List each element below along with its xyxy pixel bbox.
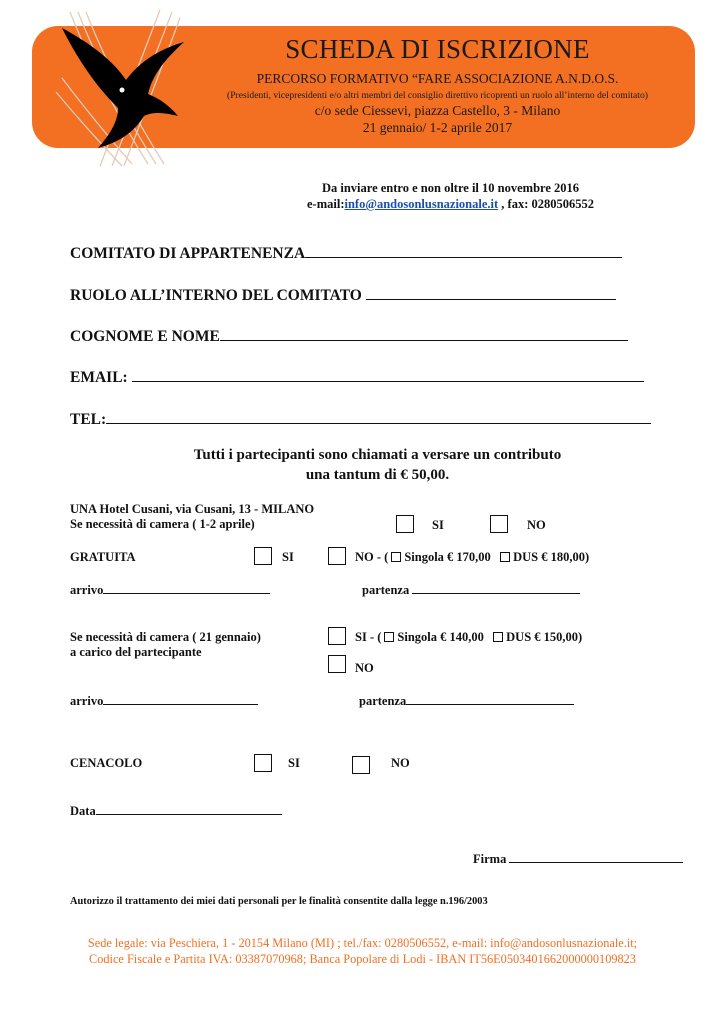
singola-170-checkbox[interactable]	[391, 552, 401, 562]
footer-tax-bank: Codice Fiscale e Partita IVA: 03387070968; Banca Popolare di Lodi - IBAN IT56E0503401662000000109823	[89, 952, 636, 966]
course-subtitle: PERCORSO FORMATIVO “FARE ASSOCIAZIONE A.N.D.O.S.	[256, 71, 619, 86]
gratuita-no-checkbox[interactable]	[328, 547, 346, 565]
partenza-1-input-line[interactable]	[412, 582, 580, 594]
nome-field	[70, 327, 628, 346]
email-label: EMAIL:	[70, 369, 128, 386]
hotel-name: UNA Hotel Cusani, via Cusani, 13 - MILANO	[70, 502, 315, 516]
gratuita-label: GRATUITA	[70, 550, 136, 564]
aprile-si-label: SI	[432, 518, 444, 532]
firma-field	[473, 851, 683, 867]
comitato-label: COMITATO DI APPARTENENZA	[70, 245, 306, 262]
nome-input-line[interactable]	[220, 327, 628, 341]
arrivo-2-input-line[interactable]	[103, 693, 258, 705]
privacy-consent: Autorizzo il trattamento dei miei dati personali per le finalità consentite dalla legge n.196/2003	[70, 896, 488, 907]
singola-140-checkbox[interactable]	[384, 632, 394, 642]
aprile-no-label: NO	[527, 518, 546, 532]
arrivo-2-label: arrivo	[70, 694, 104, 708]
contribution-line2: una tantum di € 50,00.	[305, 467, 450, 483]
firma-label: Firma	[473, 852, 507, 866]
course-dates: 21 gennaio/ 1-2 aprile 2017	[362, 120, 513, 135]
participants-note: (Presidenti, vicepresidenti e/o altri membri del consiglio direttivo ricoprenti un ruolo all’interno del comitato)	[227, 90, 648, 101]
email-link[interactable]: info@andosonlusnazionale.it	[344, 197, 499, 211]
arrivo-1-field	[70, 582, 270, 598]
gratuita-no-prefix: NO - (	[355, 550, 389, 564]
contribution-line1: Tutti i partecipanti sono chiamati a versare un contributo	[193, 447, 562, 463]
partenza-2-input-line[interactable]	[406, 693, 574, 705]
email-prefix: e-mail:	[307, 197, 345, 211]
email-input-line[interactable]	[132, 368, 644, 382]
contact-line	[0, 197, 725, 212]
ruolo-field	[70, 286, 616, 305]
cenacolo-no-checkbox[interactable]	[352, 756, 370, 774]
gennaio-options	[355, 630, 582, 645]
dus-180-label: DUS € 180,00)	[513, 550, 590, 564]
singola-140-label: Singola € 140,00	[397, 630, 484, 644]
partenza-2-field	[359, 693, 574, 709]
dus-150-label: DUS € 150,00)	[506, 630, 583, 644]
tel-input-line[interactable]	[106, 410, 651, 424]
gennaio-si-checkbox[interactable]	[328, 627, 346, 645]
arrivo-2-field	[70, 693, 258, 709]
singola-170-label: Singola € 170,00	[404, 550, 491, 564]
swallow-logo-icon	[52, 8, 192, 168]
gratuita-options	[355, 550, 589, 565]
partenza-1-field	[362, 582, 580, 598]
gennaio-no-label: NO	[355, 661, 374, 675]
tel-label: TEL:	[70, 411, 107, 428]
cenacolo-label: CENACOLO	[70, 756, 143, 770]
ruolo-input-line[interactable]	[366, 286, 616, 300]
gratuita-si-checkbox[interactable]	[254, 547, 272, 565]
nome-label: COGNOME E NOME	[70, 328, 220, 345]
course-location: c/o sede Ciessevi, piazza Castello, 3 - Milano	[314, 103, 561, 118]
partenza-1-label: partenza	[362, 583, 410, 597]
gratuita-si-label: SI	[282, 550, 294, 564]
cenacolo-si-label: SI	[288, 756, 300, 770]
partenza-2-label: partenza	[359, 694, 407, 708]
camera-aprile-label: Se necessità di camera ( 1-2 aprile)	[70, 517, 255, 531]
data-input-line[interactable]	[96, 803, 282, 815]
data-field	[70, 803, 282, 819]
cenacolo-si-checkbox[interactable]	[254, 754, 272, 772]
comitato-input-line[interactable]	[305, 244, 622, 258]
comitato-field	[70, 244, 622, 263]
gennaio-si-prefix: SI - (	[355, 630, 382, 644]
dus-150-checkbox[interactable]	[493, 632, 503, 642]
arrivo-1-input-line[interactable]	[103, 582, 270, 594]
data-label: Data	[70, 804, 96, 818]
fax-text: , fax: 0280506552	[498, 197, 594, 211]
arrivo-1-label: arrivo	[70, 583, 104, 597]
gennaio-no-checkbox[interactable]	[328, 655, 346, 673]
tel-field	[70, 410, 651, 429]
firma-input-line[interactable]	[509, 851, 683, 863]
cenacolo-no-label: NO	[391, 756, 410, 770]
carico-label: a carico del partecipante	[70, 645, 202, 659]
aprile-si-checkbox[interactable]	[396, 515, 414, 533]
email-field	[70, 368, 644, 387]
camera-gennaio-label: Se necessità di camera ( 21 gennaio)	[70, 630, 261, 644]
deadline-text: Da inviare entro e non oltre il 10 novembre 2016	[321, 181, 580, 195]
footer-address: Sede legale: via Peschiera, 1 - 20154 Milano (MI) ; tel./fax: 0280506552, e-mail: info@andosonlusnazionale.it;	[87, 936, 638, 950]
ruolo-label: RUOLO ALL’INTERNO DEL COMITATO	[70, 287, 362, 304]
dus-180-checkbox[interactable]	[500, 552, 510, 562]
aprile-no-checkbox[interactable]	[490, 515, 508, 533]
form-title: SCHEDA DI ISCRIZIONE	[285, 34, 590, 64]
